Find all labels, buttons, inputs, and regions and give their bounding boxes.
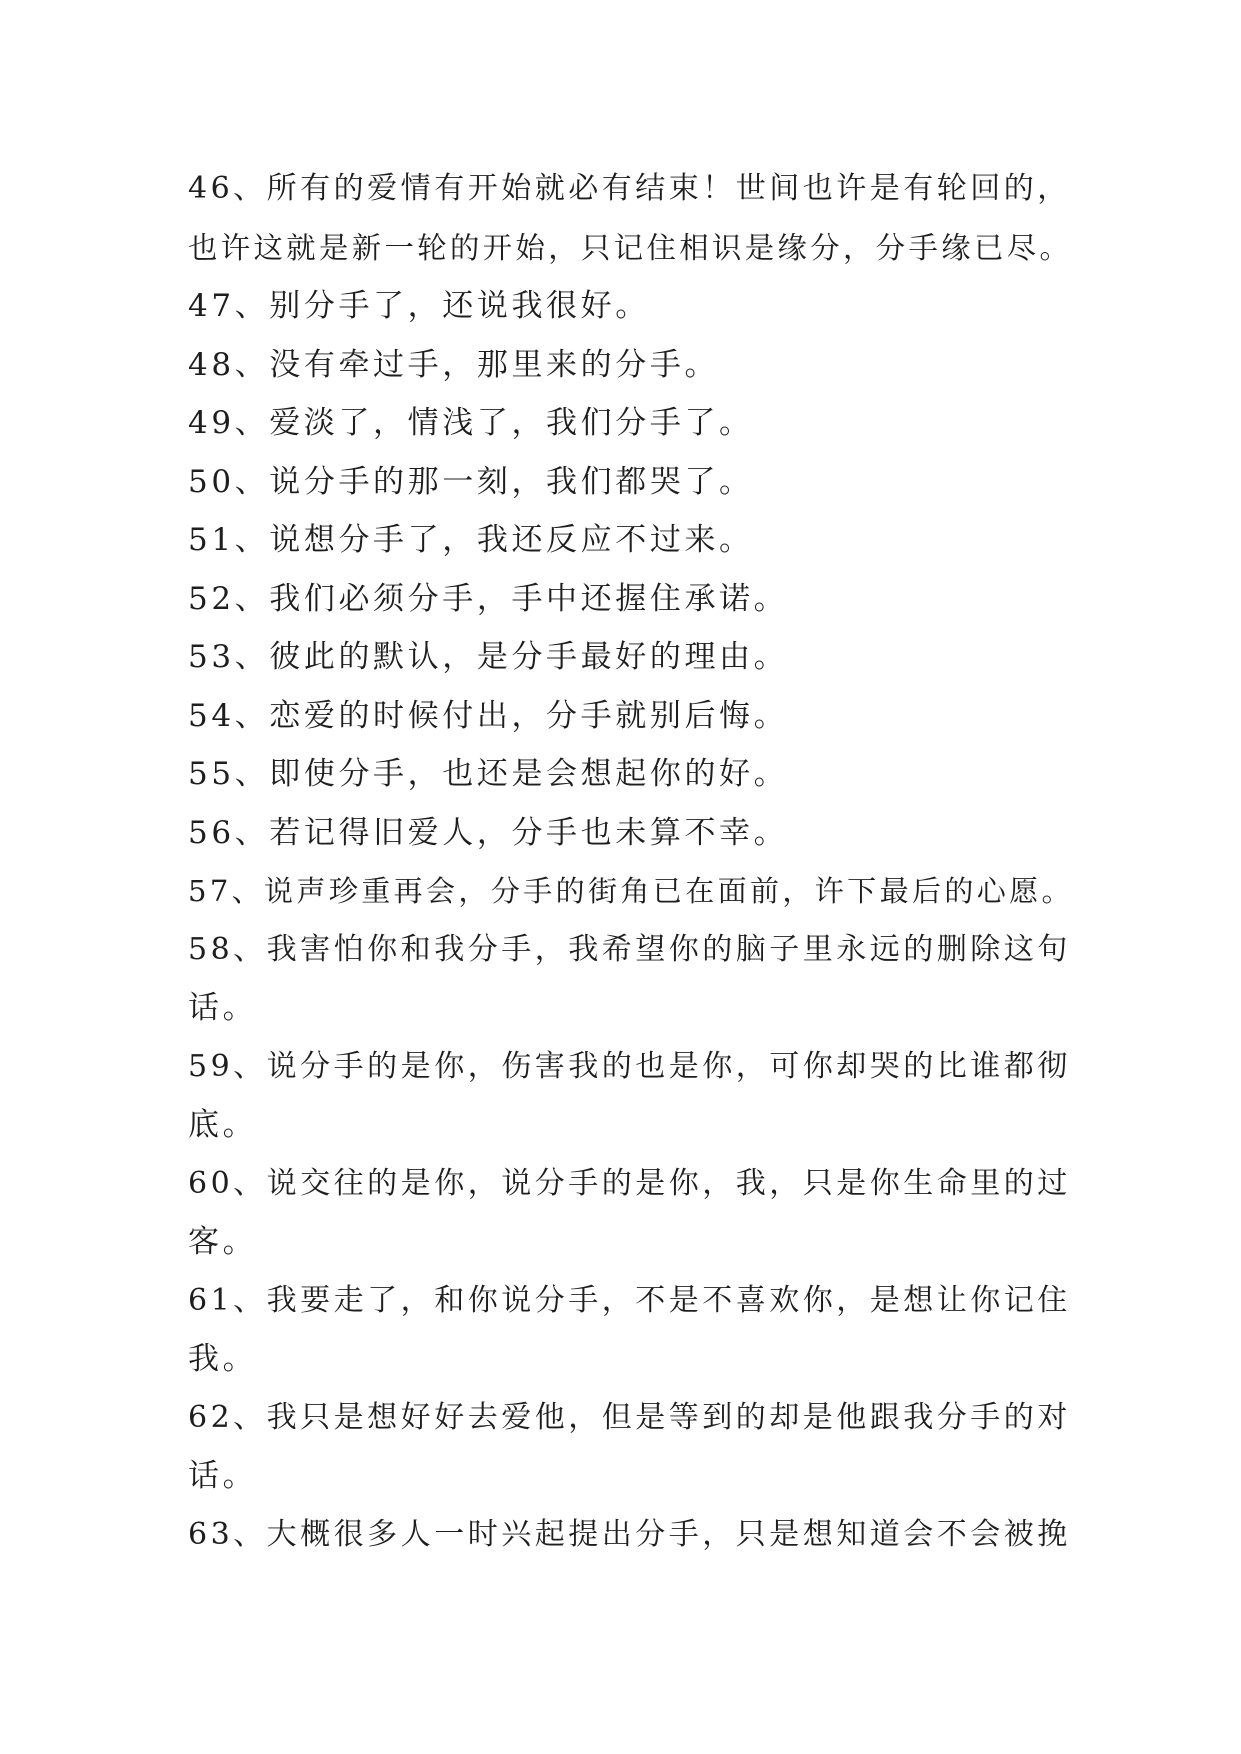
text-line: 57、说声珍重再会，分手的街角已在面前，许下最后的心愿。 bbox=[188, 874, 1074, 908]
text-line: 56、若记得旧爱人，分手也未算不幸。 bbox=[188, 814, 789, 851]
text-line: 55、即使分手，也还是会想起你的好。 bbox=[188, 756, 789, 792]
text-line: 51、说想分手了，我还反应不过来。 bbox=[188, 522, 754, 558]
text-line: 52、我们必须分手，手中还握住承诺。 bbox=[188, 580, 789, 617]
text-line: 49、爱淡了，情浅了，我们分手了。 bbox=[188, 405, 754, 441]
text-line: 58、我害怕你和我分手，我希望你的脑子里永远的删除这句 bbox=[188, 931, 1071, 967]
text-line: 53、彼此的默认，是分手最好的理由。 bbox=[188, 639, 789, 675]
text-line: 59、说分手的是你，伤害我的也是你，可你却哭的比谁都彻 bbox=[188, 1048, 1071, 1084]
text-line: 47、别分手了，还说我很好。 bbox=[188, 288, 650, 324]
text-line: 61、我要走了，和你说分手，不是不喜欢你，是想让你记住 bbox=[188, 1282, 1071, 1318]
text-line: 46、所有的爱情有开始就必有结束！世间也许是有轮回的， bbox=[188, 171, 1071, 206]
text-line: 话。 bbox=[188, 1458, 258, 1494]
text-line: 63、大概很多人一时兴起提出分手，只是想知道会不会被挽 bbox=[188, 1516, 1071, 1552]
text-line: 60、说交往的是你，说分手的是你，我，只是你生命里的过 bbox=[188, 1165, 1071, 1201]
text-line: 客。 bbox=[188, 1224, 258, 1260]
text-line: 48、没有牵过手，那里来的分手。 bbox=[188, 346, 720, 383]
text-line: 也许这就是新一轮的开始，只记住相识是缘分，分手缘已尽。 bbox=[188, 230, 1073, 265]
text-line: 54、恋爱的时候付出，分手就别后悔。 bbox=[188, 697, 789, 734]
text-line: 62、我只是想好好去爱他，但是等到的却是他跟我分手的对 bbox=[188, 1399, 1071, 1435]
text-line: 我。 bbox=[188, 1341, 258, 1377]
text-line: 底。 bbox=[188, 1107, 258, 1143]
text-line: 50、说分手的那一刻，我们都哭了。 bbox=[188, 463, 754, 500]
text-line: 话。 bbox=[188, 990, 258, 1026]
document-body bbox=[188, 160, 1074, 1564]
